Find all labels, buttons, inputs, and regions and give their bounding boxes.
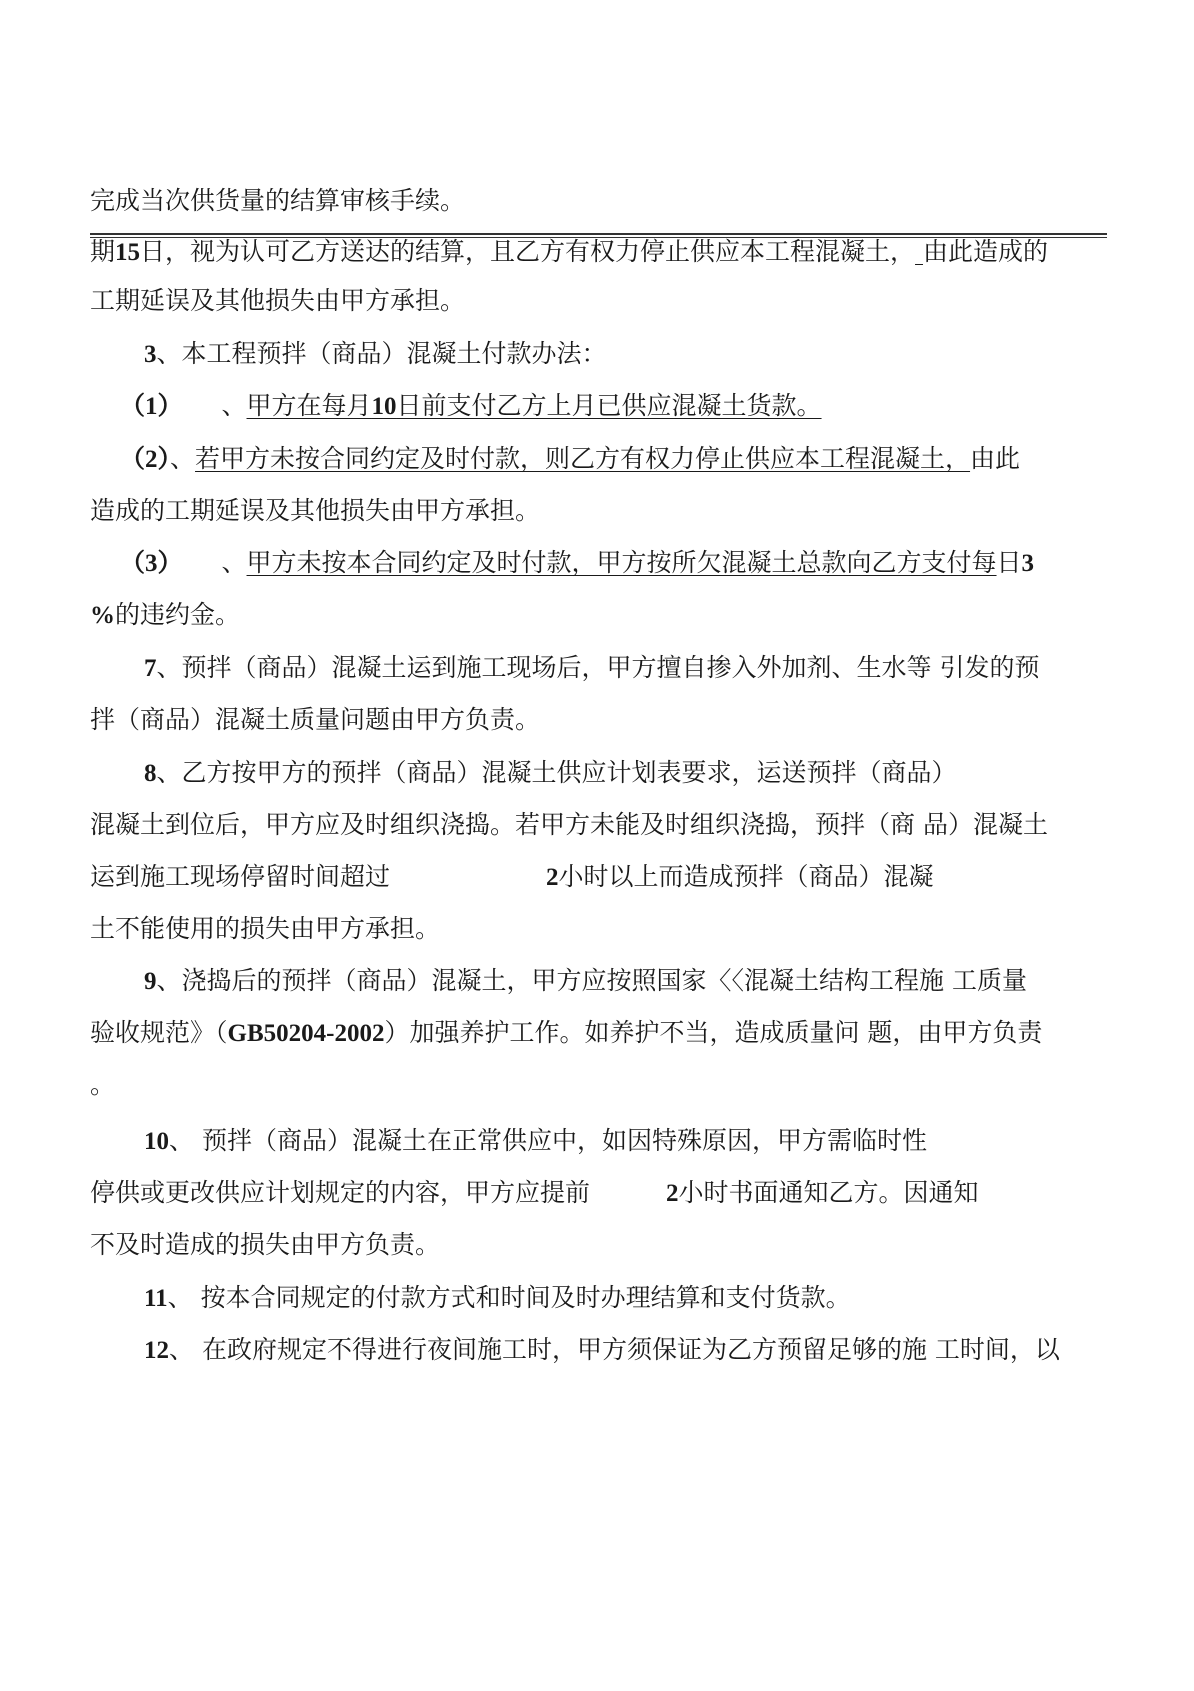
standard-code: GB50204-2002 (227, 1020, 385, 1047)
payment-item-3-line2: %的违约金。 (90, 600, 241, 629)
clause-9-line2: 验收规范》（GB50204-2002）加强养护工作。如养护不当，造成质量问 题，由甲方负责 (90, 1018, 1043, 1047)
payment-item-2-line2: 造成的工期延误及其他损失由甲方承担。 (90, 496, 541, 525)
clause-8-line4: 土不能使用的损失由甲方承担。 (90, 914, 441, 943)
header-text: 完成当次供货量的结算审核手续。 (90, 186, 466, 215)
settlement-paragraph-line2: 工期延误及其他损失由甲方承担。 (90, 286, 466, 315)
header-line (90, 184, 465, 218)
clause-10-line3: 不及时造成的损失由甲方负责。 (90, 1230, 441, 1259)
clause-10-line2: 停供或更改供应计划规定的内容，甲方应提前 2小时书面通知乙方。因通知 (90, 1178, 979, 1207)
payment-item-2-line1: （2）、若甲方未按合同约定及时付款，则乙方有权力停止供应本工程混凝土，由此 (120, 444, 1021, 473)
clause-12: 12、 在政府规定不得进行夜间施工时，甲方须保证为乙方预留足够的施 工时间，以 (144, 1335, 1060, 1364)
clause-7-line1: 7、预拌（商品）混凝土运到施工现场后，甲方擅自掺入外加剂、生水等 引发的预 (144, 653, 1040, 682)
clause-8-line2: 混凝土到位后，甲方应及时组织浇捣。若甲方未能及时组织浇捣，预拌（商 品）混凝土 (90, 810, 1048, 839)
clause-9-line1: 9、浇捣后的预拌（商品）混凝土，甲方应按照国家〈〈混凝土结构工程施 工质量 (144, 966, 1027, 995)
clause-3-heading: 3、本工程预拌（商品）混凝土付款办法： (144, 339, 607, 368)
clause-8-line3: 运到施工现场停留时间超过 2小时以上而造成预拌（商品）混凝 (90, 862, 934, 891)
clause-7-line2: 拌（商品）混凝土质量问题由甲方负责。 (90, 705, 541, 734)
settlement-paragraph-line1: 期15日，视为认可乙方送达的结算，且乙方有权力停止供应本工程混凝土， 由此造成的 (90, 237, 1048, 266)
clause-10-line1: 10、 预拌（商品）混凝土在正常供应中，如因特殊原因，甲方需临时性 (144, 1126, 927, 1155)
clause-8-line1: 8、乙方按甲方的预拌（商品）混凝土供应计划表要求，运送预拌（商品） (144, 758, 957, 787)
clause-11: 11、 按本合同规定的付款方式和时间及时办理结算和支付货款。 (144, 1283, 851, 1312)
payment-item-3-line1: （3） 、甲方未按本合同约定及时付款，甲方按所欠混凝土总款向乙方支付每日3 (120, 548, 1035, 577)
clause-9-line3: 。 (90, 1070, 116, 1099)
payment-item-1: （1） 、甲方在每月10日前支付乙方上月已供应混凝土货款。 (120, 391, 822, 420)
